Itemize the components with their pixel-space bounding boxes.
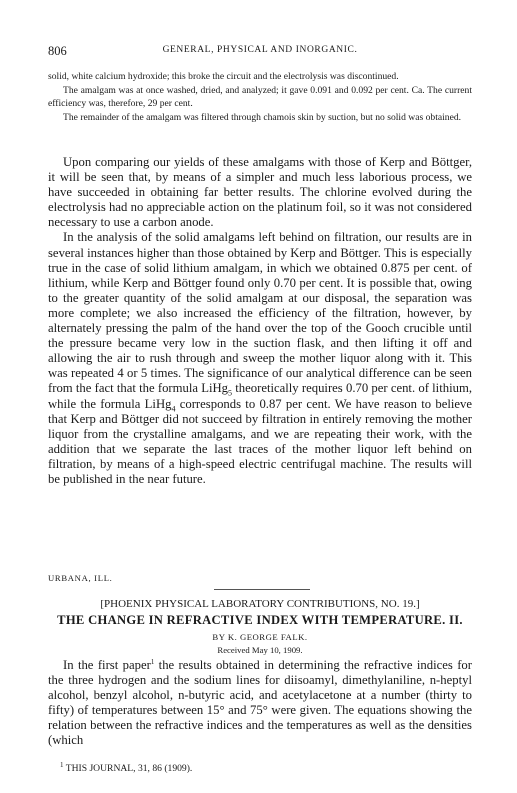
body-text bbox=[48, 155, 472, 487]
signoff-location: URBANA, ILL. bbox=[48, 573, 113, 583]
article-byline: BY K. GEORGE FALK. bbox=[212, 632, 308, 642]
page-number: 806 bbox=[48, 44, 67, 58]
footnote-mark: 1 bbox=[60, 760, 64, 769]
body-paragraph: Upon comparing our yields of these amalgams with those of Kerp and Böttger, it will be seen that, by means of a simpler and much less laborious process, we have succeeded in obtaining far better results. The chlorine evolved during the electrolysis had no appreciable action on the platinum foil, so it was not considered necessary to use a carbon anode. bbox=[48, 155, 472, 230]
section-divider bbox=[214, 589, 310, 590]
running-head: GENERAL, PHYSICAL AND INORGANIC. bbox=[162, 45, 358, 55]
article-title: THE CHANGE IN REFRACTIVE INDEX WITH TEMPERATURE. II. bbox=[57, 613, 463, 627]
body-paragraph: In the first paper$^1$ the results obtained in determining the refractive indices for the three hydrogen and the sodium lines for diisoamyl, dimethylaniline, n-heptyl alcohol, benzyl alcohol, n-butyric acid, and acetylacetone at a number (thirty to fifty) of temperatures between 15° and 75° were given. The equations showing the relation between the refractive indices and the temperatures as well as the densities (which bbox=[48, 657, 472, 748]
experimental-line: solid, white calcium hydroxide; this broke the circuit and the electrolysis was discontinued. bbox=[48, 71, 399, 82]
page-header bbox=[48, 44, 472, 60]
experimental-notes bbox=[48, 70, 472, 124]
received-date: Received May 10, 1909. bbox=[217, 645, 303, 655]
contribution-line: [PHOENIX PHYSICAL LABORATORY CONTRIBUTIONS, NO. 19.] bbox=[100, 598, 420, 610]
article-intro bbox=[48, 658, 472, 749]
body-paragraph: In the analysis of the solid amalgams left behind on filtration, our results are in several instances higher than those obtained by Kerp and Böttger. This is especially true in the case of solid lithium amalgam, in which we obtained 0.875 per cent. of lithium, while Kerp and Böttger found only 0.70 per cent. It is possible that, owing to the greater quantity of the solid amalgam at our disposal, the separation was more complete; we also increased the efficiency of the filtration, however, by alternately pressing the palm of the hand over the top of the Gooch crucible until the pressure became very low in the suction flask, and then lifting it off and allowing the air to rush through and sweep the mother liquor along with it. This was repeated 4 or 5 times. The significance of our analytical difference can be seen from the fact that the formula LiHg$_5$ theoretically requires 0.70 per cent. of lithium, while the formula LiHg$_4$ corresponds to 0.87 per cent. We have reason to believe that Kerp and Böttger did not succeed by filtration in entirely removing the mother liquor from the crystalline amalgams, and we are repeating their work, with the addition that we separate the last traces of the mother liquor left behind on filtration, by means of a high-speed electric centrifugal machine. The results will be published in the near future. bbox=[48, 230, 472, 486]
footnote bbox=[60, 760, 193, 774]
footnote-text: THIS JOURNAL, 31, 86 (1909). bbox=[65, 763, 193, 774]
experimental-line: The remainder of the amalgam was filtered through chamois skin by suction, but no solid was obtained. bbox=[63, 111, 462, 123]
experimental-line: The amalgam was at once washed, dried, and analyzed; it gave 0.091 and 0.092 per cent. Ca. The current efficiency was, therefore, 29 per cent. bbox=[48, 84, 472, 109]
footnote-ref[interactable]: 1 bbox=[150, 657, 155, 666]
